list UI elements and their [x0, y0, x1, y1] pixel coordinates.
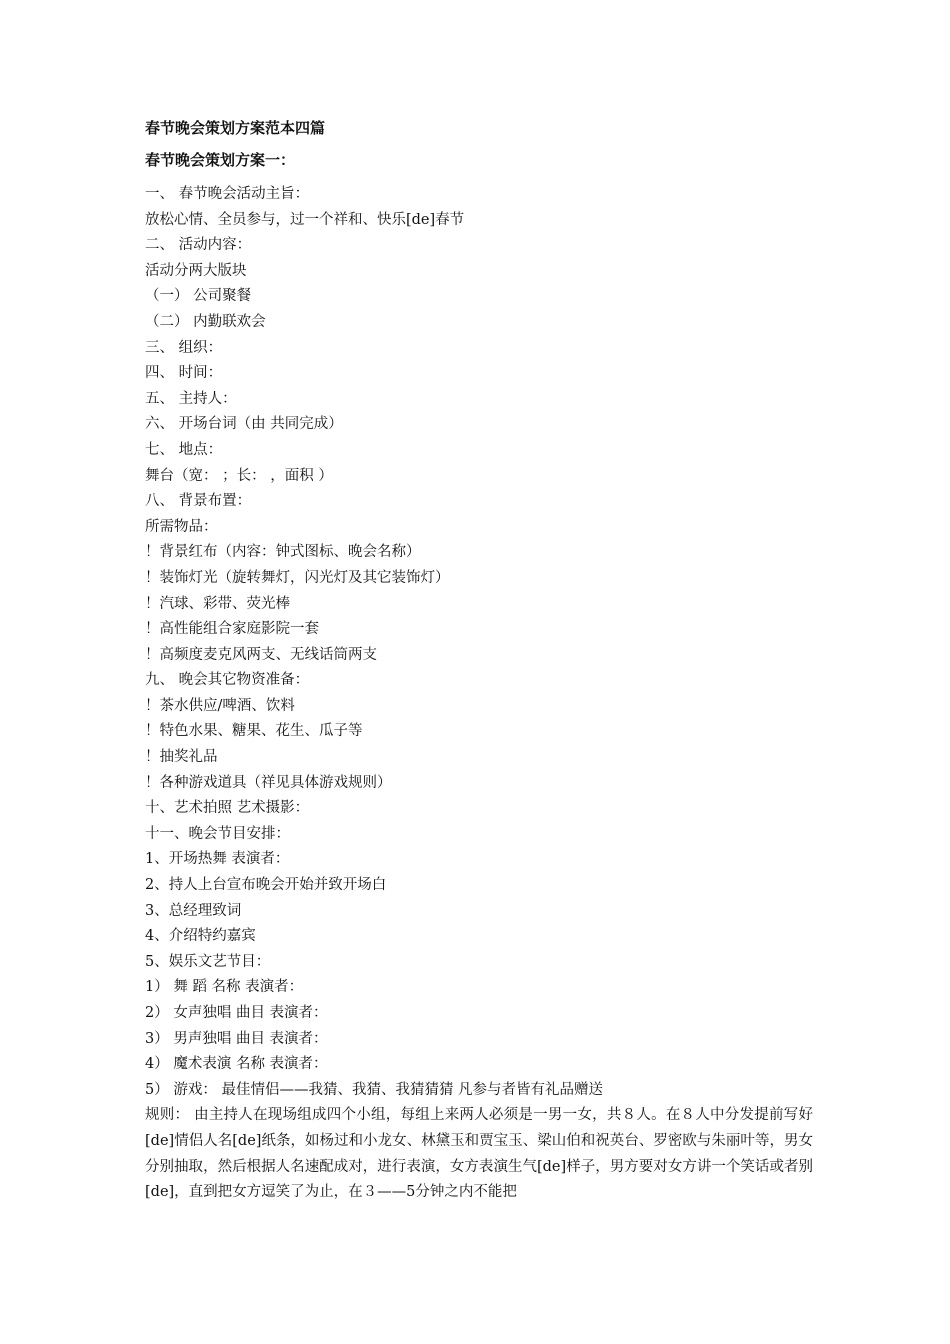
text-line: ！背景红布（内容：钟式图标、晚会名称）: [145, 544, 421, 561]
text-line: 四、 时间：: [145, 365, 223, 382]
text-line: 4、介绍特约嘉宾: [145, 928, 256, 945]
text-line: （一） 公司聚餐: [145, 288, 252, 305]
text-line: 3） 男声独唱 曲目 表演者：: [145, 1030, 328, 1047]
text-line: ！高频度麦克风两支、无线话筒两支: [145, 646, 377, 663]
document-page: [145, 118, 813, 1206]
text-line: 五、 主持人：: [145, 390, 237, 407]
text-line: 3、总经理致词: [145, 902, 242, 919]
text-line: 二、 活动内容：: [145, 237, 252, 254]
text-line: 活动分两大版块: [145, 262, 247, 279]
text-line: 放松心情、全员参与，过一个祥和、快乐[de]春节: [145, 211, 465, 228]
text-line: 4） 魔术表演 名称 表演者：: [145, 1056, 328, 1073]
text-line: ！各种游戏道具（祥见具体游戏规则）: [145, 774, 392, 791]
text-line: 八、 背景布置：: [145, 493, 252, 510]
text-line: ！高性能组合家庭影院一套: [145, 621, 319, 638]
text-line: 舞台（宽： ；长： ，面积 ）: [145, 467, 333, 484]
text-line: 2、持人上台宣布晚会开始并致开场白: [145, 877, 387, 894]
text-line: 1、开场热舞 表演者：: [145, 851, 290, 868]
text-line: 5、娱乐文艺节目：: [145, 953, 271, 970]
document-title: 春节晚会策划方案范本四篇: [145, 119, 326, 137]
text-line: ！茶水供应/啤酒、饮料: [145, 697, 295, 714]
text-line: 所需物品：: [145, 518, 218, 535]
text-line: 六、 开场台词（由 共同完成）: [145, 416, 343, 433]
rules-paragraph: 规则： 由主持人在现场组成四个小组，每组上来两人必须是一男一女，共８人。在８人中分发提前写好[de]情侣人名[de]纸条，如杨过和小龙女、林黛玉和贾宝玉、梁山伯和祝英台、罗密欧与朱丽叶等，男女分别抽取，然后根据人名速配成对，进行表演，女方表演生气[de]样子，男方要对女方讲一个笑话或者别[de]，直到把女方逗笑了为止，在３——5分钟之内不能把: [145, 1107, 813, 1201]
text-line: 七、 地点：: [145, 441, 223, 458]
text-line: 1） 舞 蹈 名称 表演者：: [145, 979, 304, 996]
text-line: ！特色水果、糖果、花生、瓜子等: [145, 723, 363, 740]
text-line: 十、艺术拍照 艺术摄影：: [145, 800, 310, 817]
document-body: [145, 182, 813, 1103]
text-line: 三、 组织：: [145, 339, 223, 356]
text-line: ！装饰灯光（旋转舞灯，闪光灯及其它装饰灯）: [145, 569, 450, 586]
text-line: 一、 春节晚会活动主旨：: [145, 186, 310, 202]
text-line: 2） 女声独唱 曲目 表演者：: [145, 1005, 328, 1021]
text-line: 十一、晚会节目安排：: [145, 825, 290, 842]
text-line: 九、 晚会其它物资准备：: [145, 672, 310, 689]
text-line: （二） 内勤联欢会: [145, 313, 266, 330]
text-line: ！抽奖礼品: [145, 749, 218, 766]
section-title: 春节晚会策划方案一：: [145, 151, 296, 169]
text-line: ！汽球、彩带、荧光棒: [145, 595, 290, 612]
text-line: 5） 游戏： 最佳情侣——我猜、我猜、我猜猜猜 凡参与者皆有礼品赠送: [145, 1081, 604, 1098]
